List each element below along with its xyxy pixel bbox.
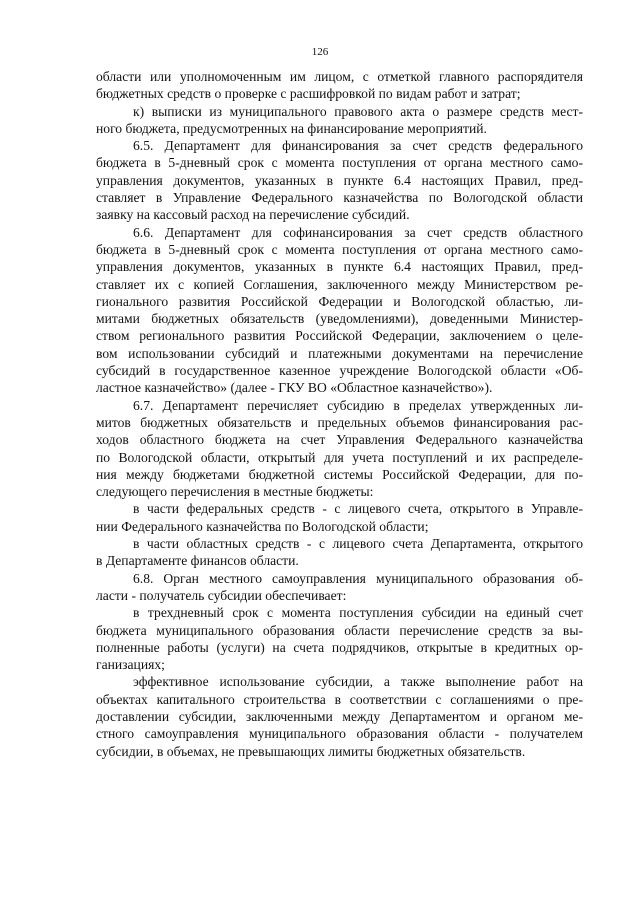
text-line: 6.6. Департамент для софинансирования за счет средств областного (133, 224, 583, 240)
text-line: заявку на кассовый расход на перечисление субсидий. (96, 207, 410, 223)
text-line: управления документов, указанных в пункте 6.4 настоящих Правил, пред- (96, 172, 583, 188)
text-line: 6.5. Департамент для финансирования за счет средств федерального (133, 138, 583, 154)
text-line: 6.7. Департамент перечисляет субсидию в пределах утвержденных ли- (133, 397, 583, 413)
page-number: 126 (311, 46, 329, 58)
text-line: области или уполномоченным им лицом, с отметкой главного распорядителя (96, 69, 583, 84)
text-line: 6.8. Орган местного самоуправления муниципального образования об- (133, 570, 583, 586)
text-line: митами бюджетных обязательств (уведомлениями), доведенными Министер- (96, 311, 583, 327)
text-line: бюджета в 5-дневный срок с момента поступления от органа местного само- (96, 241, 583, 257)
text-line: ния между бюджетами бюджетной системы Российской Федерации, для по- (96, 466, 583, 482)
text-line: стного самоуправления муниципального образования области - получателем (96, 726, 583, 742)
text-line: бюджетных средств о проверке с расшифровкой по видам работ и затрат; (96, 86, 521, 102)
text-line: ставляет в Управление Федерального казначейства по Вологодской области (96, 190, 583, 206)
text-line: эффективное использование субсидии, а также выполнение работ на (133, 674, 583, 690)
text-line: гионального развития Российской Федерации и Вологодской областью, ли- (96, 293, 583, 309)
text-line: следующего перечисления в местные бюджеты: (96, 484, 374, 500)
text-line: субсидий в государственное казенное учреждение Вологодской области «Об- (96, 363, 583, 379)
text-line: объектах капитального строительства в соответствии с соглашениями о пре- (96, 691, 583, 707)
document-body (96, 68, 583, 760)
text-line: по Вологодской области, открытый для учета поступлений и их распределе- (96, 449, 583, 465)
text-line: ласти - получатель субсидии обеспечивает: (96, 587, 347, 603)
text-line: ганизациях; (96, 657, 165, 673)
text-line: ного бюджета, предусмотренных на финансирование мероприятий. (96, 120, 487, 136)
text-line: доставлении субсидии, заключенными между Департаментом и органом ме- (96, 708, 583, 724)
text-line: ставляет их с копией Соглашения, заключенного между Министерством ре- (96, 276, 583, 292)
text-line: в трехдневный срок с момента поступления субсидии на единый счет (133, 605, 583, 621)
text-line: в части федеральных средств - с лицевого счета, открытого в Управле- (133, 501, 583, 517)
text-line: субсидии, в объемах, не превышающих лимиты бюджетных обязательств. (96, 743, 526, 759)
text-line: ходов областного бюджета на счет Управления Федерального казначейства (96, 432, 583, 448)
text-line: к) выписки из муниципального правового акта о размере средств мест- (133, 103, 583, 119)
text-line: ластное казначейство» (далее - ГКУ ВО «Областное казначейство»). (96, 380, 493, 396)
text-line: управления документов, указанных в пункте 6.4 настоящих Правил, пред- (96, 259, 583, 275)
text-line: полненные работы (услуги) на счета подрядчиков, открытые в кредитных ор- (96, 639, 583, 655)
text-line: вом использовании субсидий и платежными документами на перечисление (96, 345, 583, 361)
text-line: нии Федерального казначейства по Вологодской области; (96, 518, 429, 534)
text-line: бюджета муниципального образования области перечисление средств за вы- (96, 622, 583, 638)
text-line: митов бюджетных обязательств и предельных объемов финансирования рас- (96, 414, 583, 430)
text-line: в части областных средств - с лицевого счета Департамента, открытого (133, 536, 583, 552)
text-line: ством регионального развития Российской Федерации, заключением о целе- (96, 328, 583, 344)
text-line: в Департаменте финансов области. (96, 553, 299, 569)
text-line: бюджета в 5-дневный срок с момента поступления от органа местного само- (96, 155, 583, 171)
